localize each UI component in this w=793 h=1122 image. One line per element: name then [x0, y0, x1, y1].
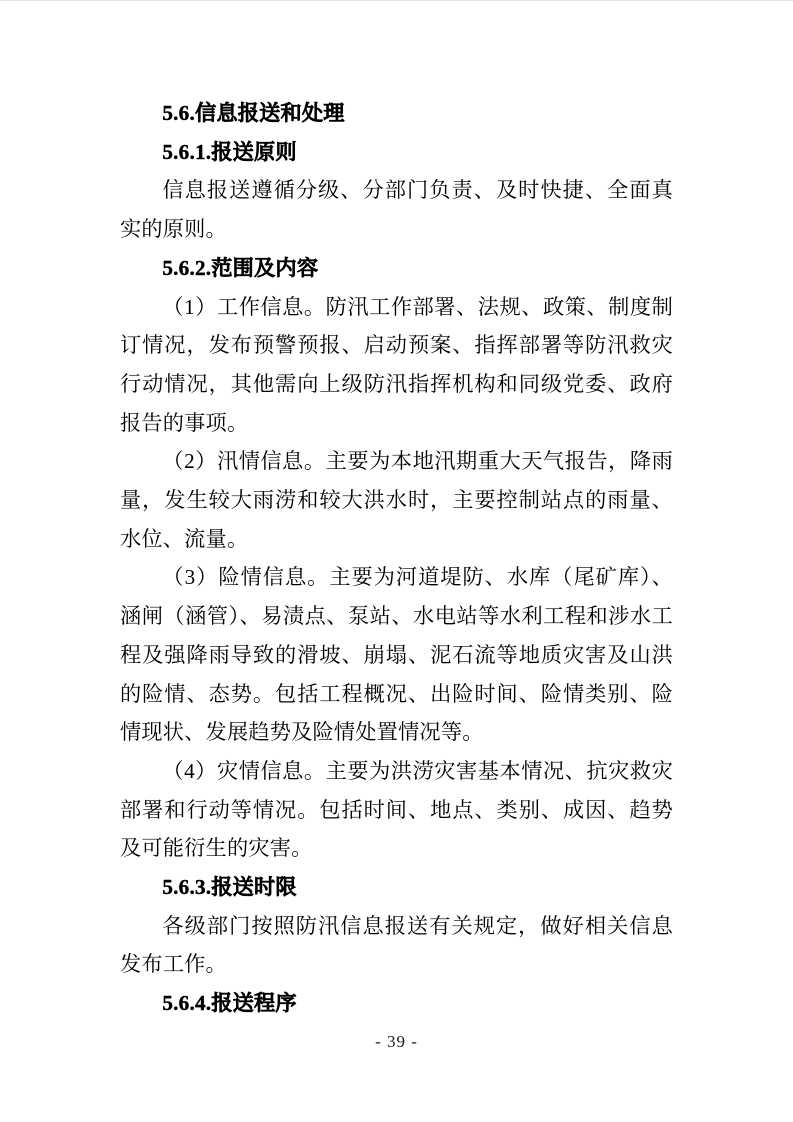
page-number: - 39 - — [375, 1032, 418, 1051]
paragraph-reporting-deadline: 各级部门按照防汛信息报送有关规定，做好相关信息发布工作。 — [120, 913, 673, 977]
section-heading-5-6-3: 5.6.3.报送时限 — [162, 875, 297, 900]
paragraph-danger-info: （3）险情信息。主要为河道堤防、水库（尾矿库）、涵闸（涵管）、易渍点、泵站、水电站等水利工程和涉水工程及强降雨导致的滑坡、崩塌、泥石流等地质灾害及山洪的险情、态势。包括工程概况、出险时间、险情类别、险情现状、发展趋势及险情处置情况等。 — [120, 565, 673, 745]
section-heading-5-6-2: 5.6.2.范围及内容 — [162, 255, 319, 280]
paragraph-reporting-principle: 信息报送遵循分级、分部门负责、及时快捷、全面真实的原则。 — [120, 178, 673, 242]
paragraph-flood-info: （2）汛情信息。主要为本地汛期重大天气报告，降雨量，发生较大雨涝和较大洪水时，主要控制站点的雨量、水位、流量。 — [120, 449, 673, 551]
section-heading-5-6-4: 5.6.4.报送程序 — [162, 991, 297, 1016]
paragraph-work-info: （1）工作信息。防汛工作部署、法规、政策、制度制订情况，发布预警预报、启动预案、指挥部署等防汛救灾行动情况，其他需向上级防汛指挥机构和同级党委、政府报告的事项。 — [120, 294, 673, 435]
paragraph-disaster-info: （4）灾情信息。主要为洪涝灾害基本情况、抗灾救灾部署和行动等情况。包括时间、地点、类别、成因、趋势及可能衍生的灾害。 — [120, 758, 673, 861]
section-heading-5-6-1: 5.6.1.报送原则 — [162, 139, 297, 164]
section-heading-5-6: 5.6.信息报送和处理 — [162, 101, 345, 125]
